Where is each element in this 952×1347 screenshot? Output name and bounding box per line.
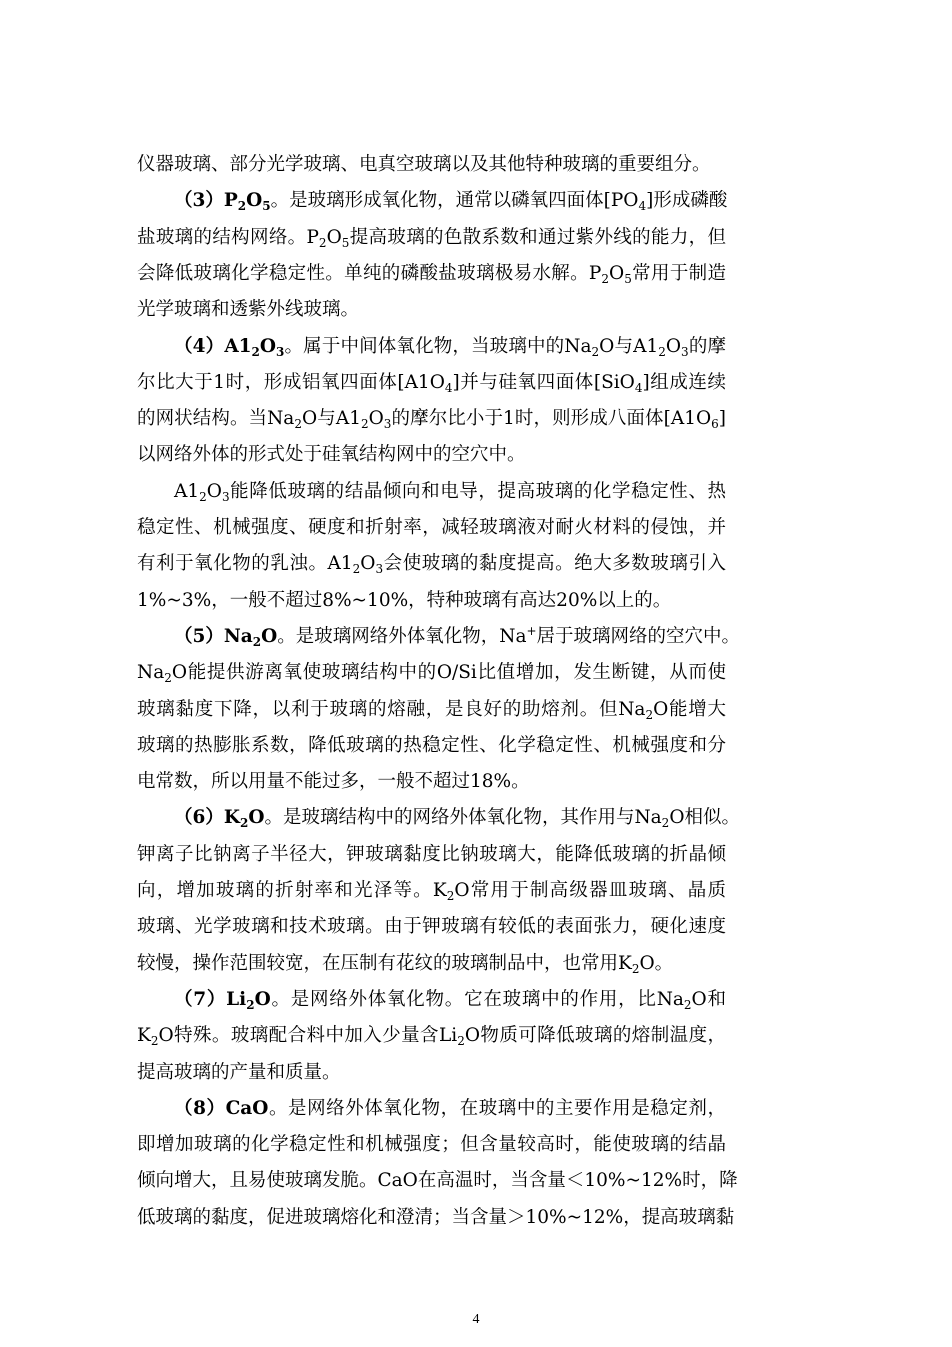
text-segment: 的摩 xyxy=(688,335,726,357)
text-segment: 4 xyxy=(638,199,647,214)
page-number: 4 xyxy=(472,1312,480,1327)
text-segment: 2 xyxy=(318,235,327,250)
text-segment: 。是玻璃网络外体氧化物，Na xyxy=(277,625,527,647)
text-segment: ] xyxy=(718,408,726,430)
text-segment: 的网状结构。当Na xyxy=(137,408,295,430)
text-segment: 2 xyxy=(164,671,172,686)
text-segment: ]形成磷酸 xyxy=(646,190,728,212)
text-segment: 2 xyxy=(601,271,610,286)
text-line xyxy=(137,1127,726,1163)
text-segment: ]组成连续 xyxy=(642,371,726,393)
text-line xyxy=(137,437,526,473)
text-line xyxy=(137,510,726,546)
text-segment: 2 xyxy=(150,1034,159,1049)
text-segment: 4 xyxy=(634,380,643,395)
text-segment: 较慢，操作范围较宽，在压制有花纹的玻璃制品中，也常用K xyxy=(137,952,632,974)
text-segment: 2 xyxy=(352,562,361,577)
text-segment: O xyxy=(360,553,376,575)
text-segment: 2 xyxy=(252,634,262,649)
text-segment: O能提供游离氧使玻璃结构中的O/Si比值增加，发生断键，从而使 xyxy=(171,662,726,684)
text-line xyxy=(137,1018,726,1054)
text-segment: 即增加玻璃的化学稳定性和机械强度；但含量较高时，能使玻璃的结晶 xyxy=(137,1134,726,1156)
text-segment: ]并与硅氧四面体[SiO xyxy=(452,371,635,393)
text-line xyxy=(137,946,673,982)
text-line xyxy=(137,837,726,873)
text-line xyxy=(174,619,741,655)
text-segment: O常用于制高级器皿玻璃、晶质 xyxy=(454,880,726,901)
text-segment: 居于玻璃网络的空穴中。 xyxy=(536,625,741,647)
text-segment: + xyxy=(526,623,537,638)
text-segment: 2 xyxy=(631,961,640,976)
text-line xyxy=(174,183,726,219)
text-segment: 5 xyxy=(341,235,350,250)
text-segment: 2 xyxy=(294,417,302,432)
text-segment: 3 xyxy=(383,417,392,432)
text-segment: 玻璃的热膨胀系数，降低玻璃的热稳定性、化学稳定性、机械强度和分 xyxy=(137,734,726,756)
text-segment: 2 xyxy=(683,997,692,1012)
text-segment: 2 xyxy=(661,816,670,831)
text-segment: 稳定性、机械强度、硬度和折射率，减轻玻璃液对耐火材料的侵蚀，并 xyxy=(137,517,726,538)
text-segment: 玻璃黏度下降，以利于玻璃的熔融，是良好的助熔剂。但Na xyxy=(137,698,646,720)
text-segment: 。是玻璃形成氧化物，通常以磷氧四面体[PO xyxy=(270,190,639,212)
text-line xyxy=(174,329,726,365)
text-segment: （4）A1 xyxy=(174,335,252,357)
text-segment: O与A1 xyxy=(301,408,361,430)
text-line xyxy=(137,873,726,909)
text-segment: 盐玻璃的结构网络。P xyxy=(137,226,319,248)
text-line xyxy=(137,692,726,728)
text-segment: （3）P xyxy=(174,190,238,212)
text-segment: O特殊。玻璃配合料中加入少量含Li xyxy=(158,1025,458,1047)
text-segment: O xyxy=(246,190,263,212)
text-segment: 会降低玻璃化学稳定性。单纯的磷酸盐玻璃极易水解。P xyxy=(137,262,602,284)
text-line xyxy=(137,220,726,256)
text-segment: K xyxy=(137,1025,151,1047)
text-line xyxy=(174,800,740,836)
text-segment: O。 xyxy=(639,952,674,974)
text-segment: O相似。 xyxy=(669,807,740,829)
text-line xyxy=(137,256,726,292)
text-segment: 向，增加玻璃的折射率和光泽等。K xyxy=(137,880,447,901)
text-segment: 。是玻璃结构中的网络外体氧化物，其作用与Na xyxy=(264,807,662,829)
text-segment: 常用于制造 xyxy=(631,262,726,284)
text-segment: （7）Li xyxy=(174,988,247,1010)
text-line xyxy=(137,292,359,328)
text-segment: O xyxy=(368,408,384,430)
text-segment: O xyxy=(609,262,625,284)
text-line xyxy=(137,583,671,619)
text-line xyxy=(137,1163,738,1199)
text-segment: 有利于氧化物的乳浊。A1 xyxy=(137,553,353,575)
text-segment: 倾向增大，且易使玻璃发脆。CaO在高温时，当含量＜10%~12%时，降 xyxy=(137,1170,738,1192)
text-segment: O xyxy=(261,625,278,647)
text-line xyxy=(137,728,726,764)
text-line xyxy=(137,764,530,800)
text-segment: 会使玻璃的黏度提高。绝大多数玻璃引入 xyxy=(383,553,726,575)
text-segment: O xyxy=(665,335,682,357)
text-segment: 2 xyxy=(199,489,207,504)
text-segment: 2 xyxy=(251,344,260,359)
text-segment: O与A1 xyxy=(599,335,659,357)
text-segment: 以网络外体的形式处于硅氧结构网中的空穴中。 xyxy=(137,444,526,466)
text-segment: O物质可降低玻璃的熔制温度， xyxy=(464,1025,726,1047)
text-line xyxy=(137,401,726,437)
text-line xyxy=(137,546,726,582)
text-segment: 提高玻璃的产量和质量。 xyxy=(137,1061,341,1083)
text-segment: （8）CaO xyxy=(174,1097,269,1119)
text-segment: 2 xyxy=(658,344,666,359)
text-segment: 3 xyxy=(681,344,689,359)
text-segment: 3 xyxy=(221,489,230,504)
text-segment: 电常数，所以用量不能过多，一般不超过18%。 xyxy=(137,771,530,793)
text-segment: O xyxy=(326,226,342,248)
text-segment: 2 xyxy=(360,417,369,432)
text-segment: 提高玻璃的色散系数和通过紫外线的能力，但 xyxy=(349,226,726,248)
text-segment: 尔比大于1时，形成铝氧四面体[A1O xyxy=(137,371,445,393)
text-segment: 5 xyxy=(262,199,271,214)
text-segment: 。属于中间体氧化物，当玻璃中的Na xyxy=(284,335,592,357)
text-segment: 3 xyxy=(375,562,384,577)
text-segment: 钾离子比钠离子半径大，钾玻璃黏度比钠玻璃大，能降低玻璃的折晶倾 xyxy=(137,843,726,865)
text-segment: 3 xyxy=(276,344,285,359)
text-segment: 能降低玻璃的结晶倾向和电导，提高玻璃的化学稳定性、热 xyxy=(229,480,726,502)
text-segment: （6）K xyxy=(174,807,240,829)
text-segment: O能增大 xyxy=(653,698,726,720)
text-segment: 。是网络外体氧化物，在玻璃中的主要作用是稳定剂， xyxy=(268,1097,726,1119)
text-line xyxy=(137,1200,735,1236)
text-segment: 玻璃、光学玻璃和技术玻璃。由于钾玻璃有较低的表面张力，硬化速度 xyxy=(137,916,726,938)
text-line xyxy=(137,655,726,691)
text-segment: 2 xyxy=(591,344,600,359)
text-line xyxy=(137,1055,341,1091)
text-line xyxy=(174,982,726,1018)
text-segment: O xyxy=(254,988,271,1010)
text-line xyxy=(174,474,726,510)
text-segment: 6 xyxy=(711,417,719,432)
text-segment: （5）Na xyxy=(174,625,253,647)
text-line xyxy=(174,1091,726,1127)
text-segment: 光学玻璃和透紫外线玻璃。 xyxy=(137,299,360,321)
text-segment: O和 xyxy=(691,988,726,1010)
text-segment: 2 xyxy=(237,199,247,214)
text-line xyxy=(137,365,726,401)
text-segment: O xyxy=(206,480,222,502)
text-segment: 5 xyxy=(624,271,632,286)
text-segment: 2 xyxy=(246,997,255,1012)
text-segment: 。是网络外体氧化物。它在玻璃中的作用，比Na xyxy=(270,988,684,1010)
text-segment: 2 xyxy=(457,1034,465,1049)
text-segment: O xyxy=(259,335,277,357)
text-segment: 低玻璃的黏度，促进玻璃熔化和澄清；当含量＞10%~12%，提高玻璃黏 xyxy=(137,1206,735,1228)
text-segment: O xyxy=(248,807,265,829)
text-segment: A1 xyxy=(174,480,200,502)
text-line xyxy=(137,909,726,945)
text-segment: 2 xyxy=(446,889,455,903)
text-segment: 1%~3%，一般不超过8%~10%，特种玻璃有高达20%以上的。 xyxy=(137,589,672,611)
text-segment: 2 xyxy=(645,707,654,722)
text-segment: Na xyxy=(137,662,165,684)
text-line xyxy=(137,147,711,183)
text-segment: 的摩尔比小于1时，则形成八面体[A1O xyxy=(391,408,712,430)
text-segment: 4 xyxy=(444,380,453,395)
text-segment: 仪器玻璃、部分光学玻璃、电真空玻璃以及其他特种玻璃的重要组分。 xyxy=(137,154,711,175)
text-segment: 2 xyxy=(239,816,249,831)
